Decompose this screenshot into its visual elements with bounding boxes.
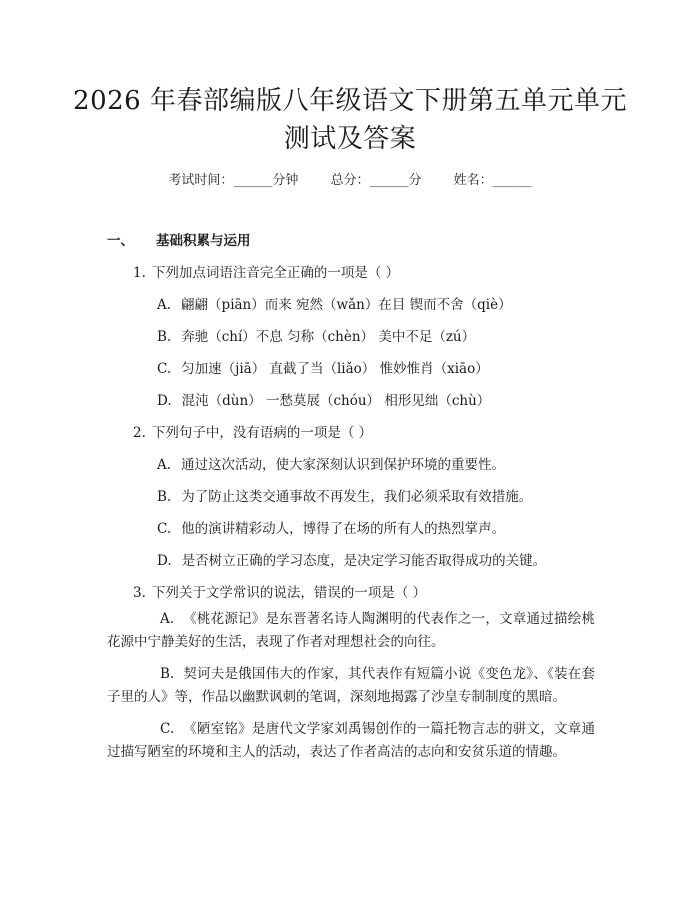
section-title: 基础积累与运用 <box>156 233 251 249</box>
student-name: 姓名：______ <box>453 173 532 188</box>
question-3-option-b: B. 契诃夫是俄国伟大的作家，其代表作有短篇小说《变色龙》、《装在套子里的人》等，作品以幽默讽刺的笔调，深刻地揭露了沙皇专制制度的黑暗。 <box>107 666 596 705</box>
question-3-stem: 3. 下列关于文学常识的说法，错误的一项是（ ） <box>133 585 427 601</box>
question-1-stem: 1. 下列加点词语注音完全正确的一项是（ ） <box>133 265 400 281</box>
question-2-option-d: D. 是否树立正确的学习态度，是决定学习能否取得成功的关键。 <box>157 553 547 569</box>
exam-time: 考试时间：______分钟 <box>168 173 299 188</box>
question-3-option-a: A. 《桃花源记》是东晋著名诗人陶渊明的代表作之一，文章通过描绘桃花源中宁静美好的生活，表现了作者对理想社会的向往。 <box>107 611 595 650</box>
question-1-option-b: B. 奔驰（chí）不息 匀称（chèn） 美中不足（zú） <box>157 329 476 345</box>
question-2-option-b: B. 为了防止这类交通事故不再发生，我们必须采取有效措施。 <box>157 489 533 505</box>
question-2-stem: 2. 下列句子中，没有语病的一项是（ ） <box>133 425 373 441</box>
exam-meta <box>0 169 700 188</box>
question-1-option-d: D. 混沌（dùn） 一愁莫展（chóu） 相形见绌（chù） <box>157 393 491 409</box>
question-1-option-c: C. 匀加速（jiā） 直截了当（liǎo） 惟妙惟肖（xiāo） <box>157 361 489 377</box>
question-2-option-a: A. 通过这次活动，使大家深刻认识到保护环境的重要性。 <box>157 457 506 473</box>
document-title: 2026 年春部编版八年级语文下册第五单元单元测试及答案 <box>73 86 627 154</box>
question-2-option-c: C. 他的演讲精彩动人，博得了在场的所有人的热烈掌声。 <box>157 521 506 537</box>
question-1-option-a: A. 翩翩（piān）而来 宛然（wǎn）在目 锲而不舍（qiè） <box>157 297 512 313</box>
section-heading <box>107 229 251 249</box>
total-score: 总分：______分 <box>330 173 422 188</box>
question-3-option-c: C. 《陋室铭》是唐代文学家刘禹锡创作的一篇托物言志的骈文，文章通过描写陋室的环境和主人的活动，表达了作者高洁的志向和安贫乐道的情趣。 <box>107 721 595 760</box>
section-number: 一、 <box>107 233 134 249</box>
